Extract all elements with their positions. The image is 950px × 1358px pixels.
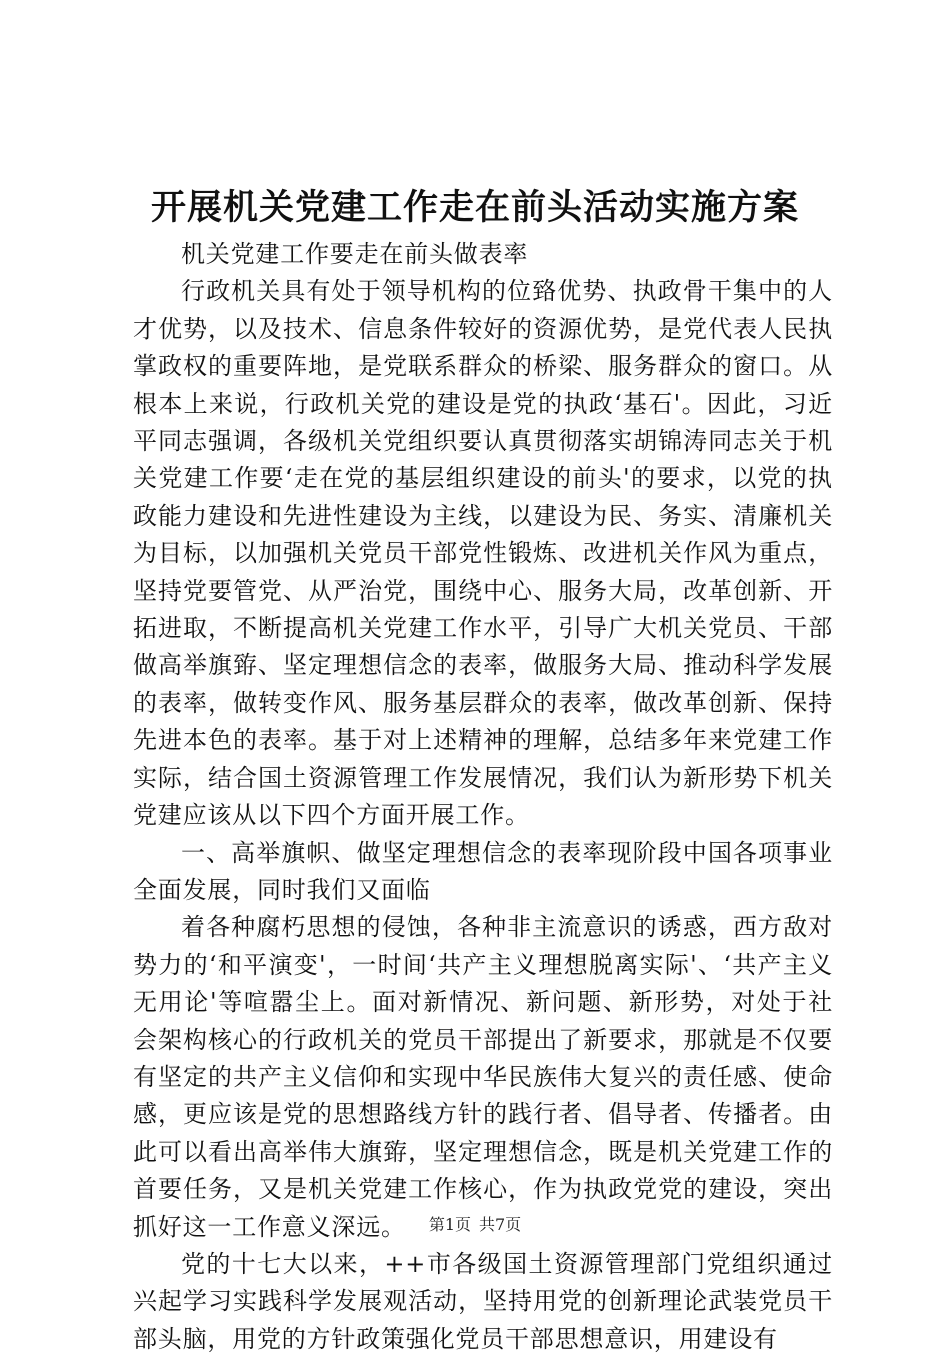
- document-title: 开展机关党建工作走在前头活动实施方案: [150, 187, 799, 228]
- page-total: 共7页: [479, 1215, 522, 1234]
- paragraph-seventeenth-congress: 党的十七大以来，++市各级国土资源管理部门党组织通过兴起学习实践科学发展观活动，坚持用党的创新理论武装党员干部头脑，用党的方针政策强化党员干部思想意识，用建设有: [133, 1249, 833, 1353]
- paragraph-subtitle: 机关党建工作要走在前头做表率: [181, 240, 529, 268]
- paragraph-section-one-heading: 一、高举旗帜、做坚定理想信念的表率现阶段中国各项事业全面发展，同时我们又面临: [133, 838, 833, 904]
- page-footer: [0, 1213, 950, 1237]
- paragraph-section-one-body: 着各种腐朽思想的侵蚀，各种非主流意识的诱惑，西方敌对势力的‘和平演变'，一时间‘共产主义理想脱离实际'、‘共产主义无用论'等喧嚣尘上。面对新情况、新问题、新形势，对处于社会架构核心的行政机关的党员干部提出了新要求，那就是不仅要有坚定的共产主义信仰和实现中华民族伟大复兴的责任感、使命感，更应该是党的思想路线方针的践行者、倡导者、传播者。由此可以看出高举伟大旗臶，坚定理想信念，既是机关党建工作的首要任务，又是机关党建工作核心，作为执政党党的建设，突出抓好这一工作意义深远。: [133, 913, 833, 1241]
- page-number: 第1页: [428, 1215, 471, 1234]
- paragraph-intro: 行政机关具有处于领导机构的位臵优势、执政骨干集中的人才优势，以及技术、信息条件较好的资源优势，是党代表人民执掌政权的重要阵地，是党联系群众的桥梁、服务群众的窗口。从根本上来说，行政机关党的建设是党的执政‘基石'。因此，习近平同志强调，各级机关党组织要认真贯彻落实胡锦涛同志关于机关党建工作要‘走在党的基层组织建设的前头'的要求，以党的执政能力建设和先进性建设为主线，以建设为民、务实、清廉机关为目标，以加强机关党员干部党性锻炼、改进机关作风为重点，坚持党要管党、从严治党，围绕中心、服务大局，改革创新、开拓进取，不断提高机关党建工作水平，引导广大机关党员、干部做高举旗臶、坚定理想信念的表率，做服务大局、推动科学发展的表率，做转变作风、服务基层群众的表率，做改革创新、保持先进本色的表率。基于对上述精神的理解，总结多年来党建工作实际，结合国土资源管理工作发展情况，我们认为新形势下机关党建应该从以下四个方面开展工作。: [133, 277, 833, 830]
- document-body: [133, 236, 833, 1358]
